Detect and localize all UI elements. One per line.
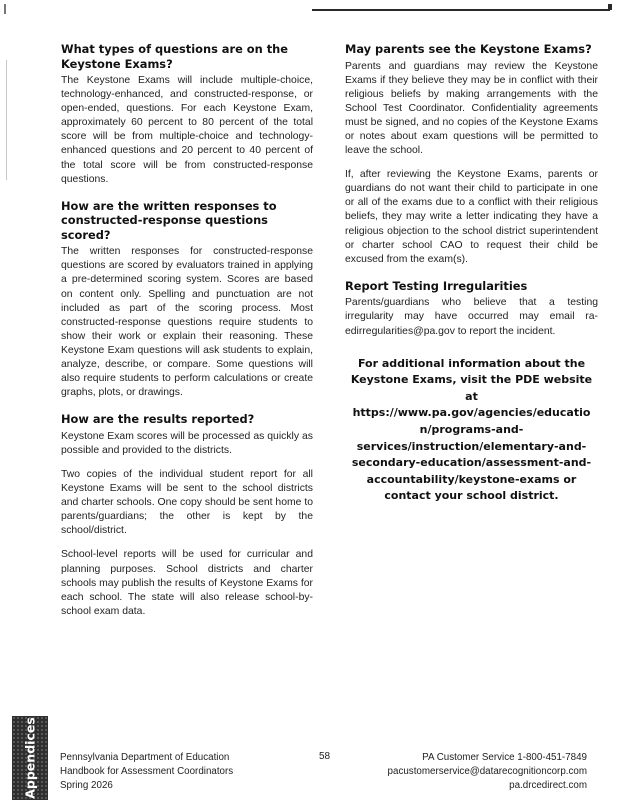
top-rule-end-mark	[608, 4, 612, 10]
footer-contact	[388, 751, 587, 793]
left-column	[61, 42, 313, 619]
appendices-tab-label: Appendices	[22, 717, 38, 799]
section-paragraph: Parents and guardians may review the Keystone Exams if they believe they may be in conflict with their religious beliefs by making arrangements with the School Test Coordinator. Confidentiality agreements must be signed, and no copies of the Keystone Exams or notes about exam questions will be permitted to leave the school.	[345, 60, 598, 157]
footer-phone: PA Customer Service 1-800-451-7849	[422, 752, 587, 763]
section-paragraph: If, after reviewing the Keystone Exams, parents or guardians do not want their child to participate in one or all of the exams due to a conflict with their religious beliefs, they may write a letter indicating they have a religious objection to the school district superintendent or charter school CAO to request their child be excused from the exam(s).	[345, 169, 598, 265]
section-paragraph: Keystone Exam scores will be processed as quickly as possible and provided to the districts.	[61, 430, 313, 456]
section-paragraph: Two copies of the individual student report for all Keystone Exams will be sent to the school districts and charter schools. One copy should be sent home to parents/guardians; the other is kept by the school/district.	[61, 468, 313, 537]
right-column	[345, 42, 598, 505]
section-paragraph: School-level reports will be used for curricular and planning purposes. School districts and charter schools may publish the results of Keystone Exams for each school. The state will also release school-by-school exam data.	[61, 549, 313, 617]
appendices-tab	[12, 716, 48, 800]
footer-email: pacustomerservice@datarecognitioncorp.com	[387, 766, 587, 777]
section-paragraph: The written responses for constructed-response questions are scored by evaluators trained in applying a pre-determined scoring system. Scores are based on content only. Spelling and punctuation are not included as part of the scoring process. Most constructed-response questions require students to show their work or explain their reasoning. These Keystone Exam questions will ask students to explain, analyze, describe, or compare. Some questions will also require students to perform calculations or create graphs, plots, or drawings.	[61, 246, 313, 399]
section-heading: How are the written responses to constructed-response questions scored?	[61, 198, 277, 242]
scan-edge-mark	[4, 4, 6, 14]
footer-handbook: Handbook for Assessment Coordinators	[60, 766, 234, 777]
section-paragraph: Parents/guardians who believe that a testing irregularity may have occurred may email ra-edirregularities@pa.gov to report the incident.	[345, 297, 598, 337]
top-rule	[312, 9, 610, 11]
section-heading: How are the results reported?	[61, 412, 255, 427]
scan-edge-line	[6, 60, 7, 180]
section-heading: Report Testing Irregularities	[345, 278, 528, 293]
section-paragraph: The Keystone Exams will include multiple-choice, technology-enhanced, and constructed-response, or open-ended, questions. For each Keystone Exam, approximately 60 percent to 80 percent of the total score will be from multiple-choice and technology-enhanced questions and 20 percent to 40 percent of the total score will be from constructed-response questions.	[61, 75, 313, 185]
info-callout: For additional information about the Keystone Exams, visit the PDE website at https://www.pa.gov/agencies/education/programs-and-services/instruction/elementary-and-secondary-education/assessment-and-accountability/keystone-exams or contact your school district.	[350, 356, 593, 503]
footer-publisher	[60, 751, 233, 793]
page-number: 58	[319, 751, 331, 762]
footer-org: Pennsylvania Department of Education	[60, 752, 230, 763]
footer-term: Spring 2026	[60, 780, 113, 791]
section-heading: May parents see the Keystone Exams?	[345, 42, 592, 56]
section-heading: What types of questions are on the Keystone Exams?	[61, 42, 288, 71]
footer-website: pa.drcedirect.com	[509, 780, 587, 791]
